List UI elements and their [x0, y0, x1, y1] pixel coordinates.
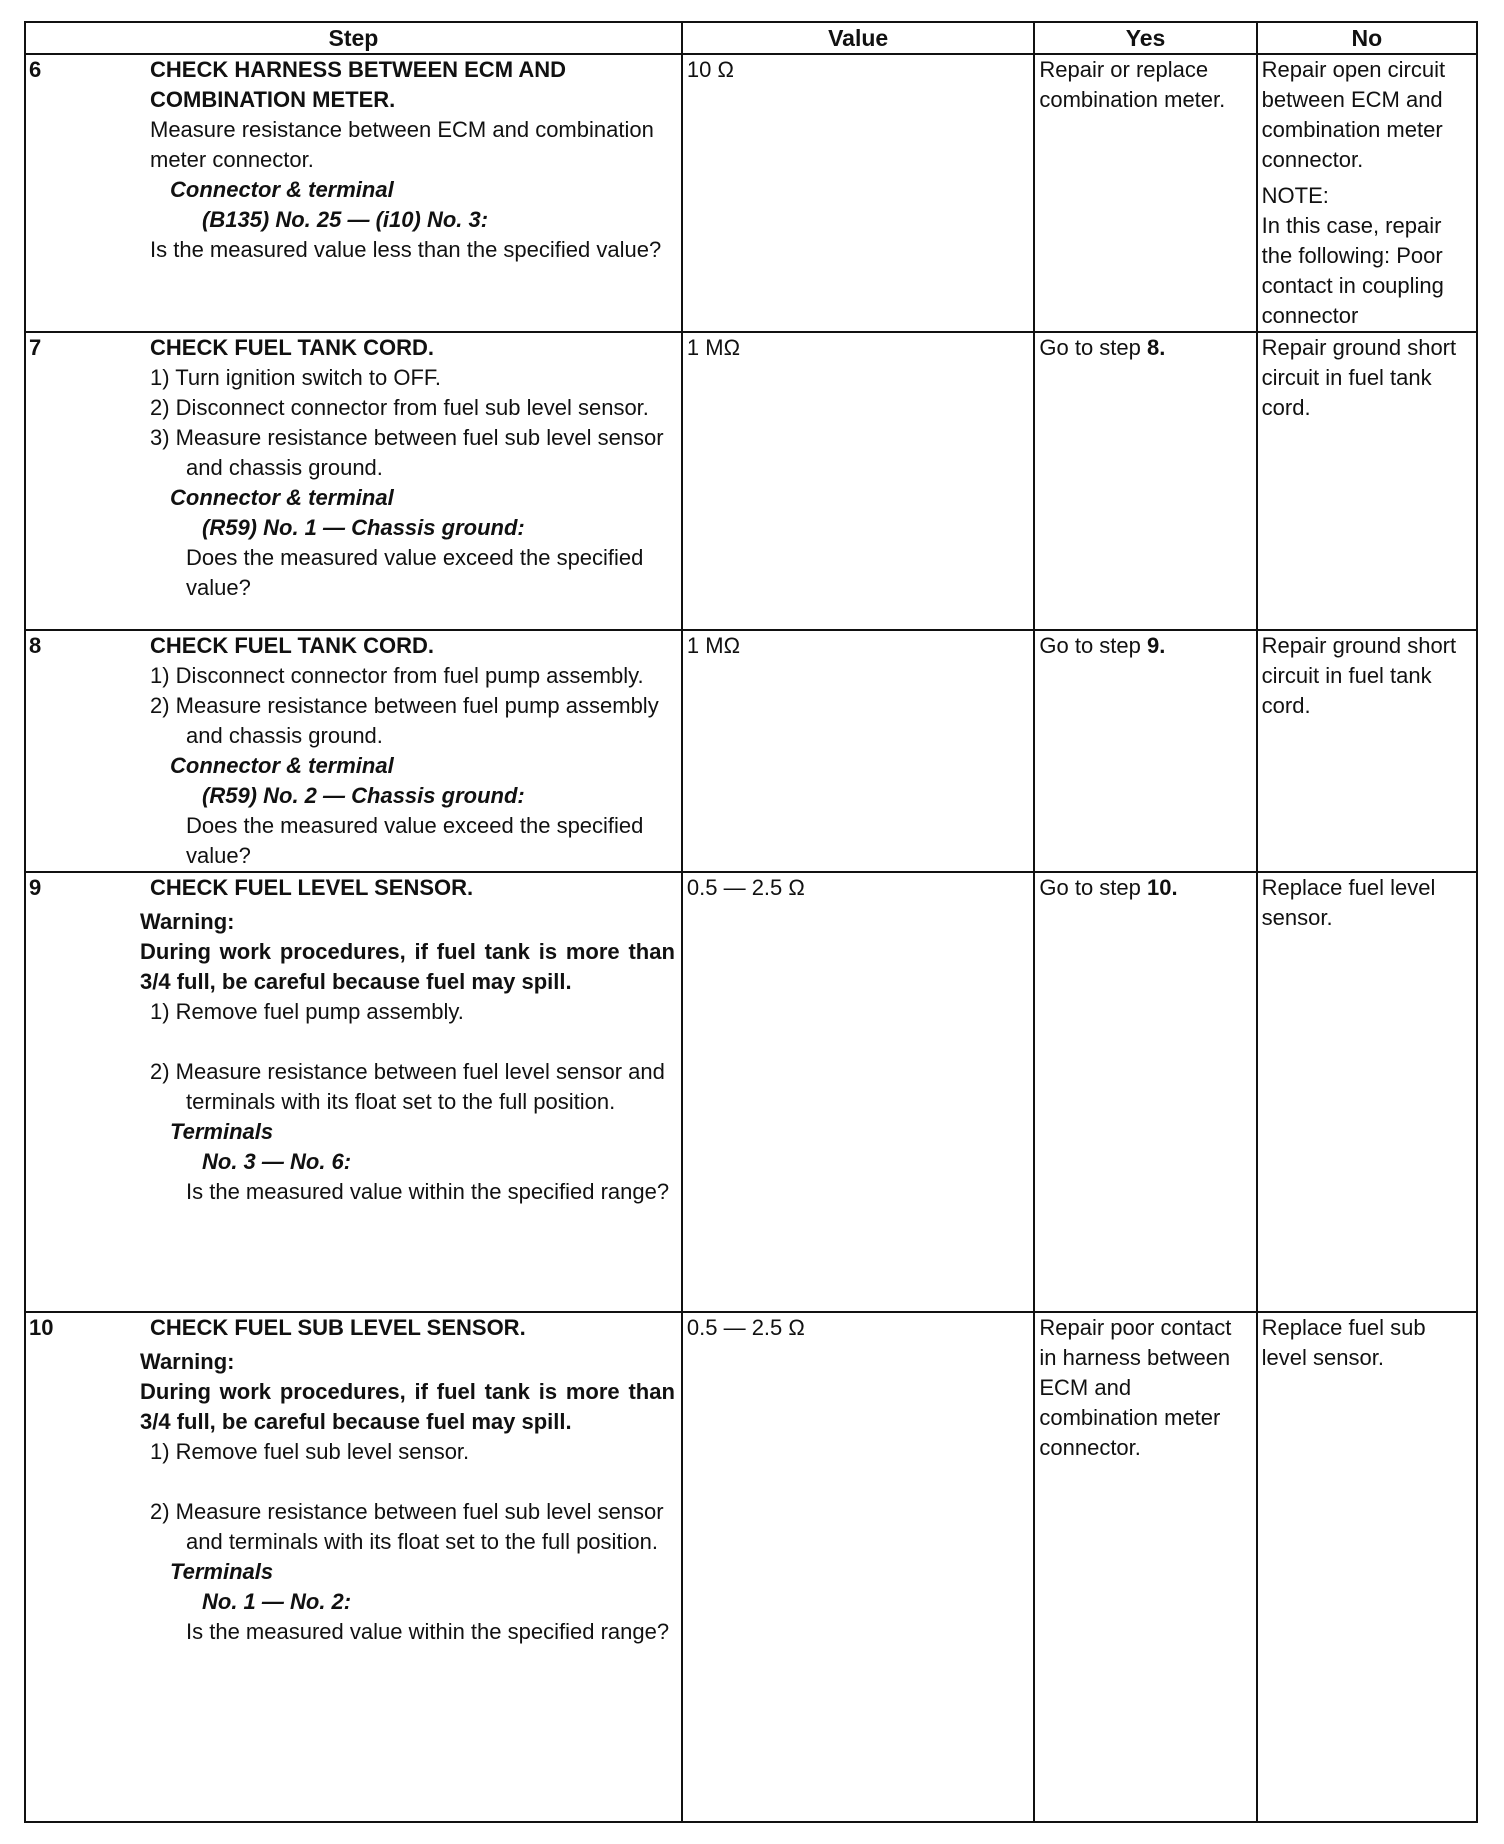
- yes-cell: Repair poor contact in harness between ECM and combination meter connector.: [1034, 1312, 1256, 1822]
- procedure-item: 2) Disconnect connector from fuel sub level sensor.: [150, 395, 649, 420]
- connector-label: Connector & terminal: [170, 485, 394, 510]
- note-text: In this case, repair the following: Poor contact in coupling connector: [1261, 213, 1444, 328]
- procedure-list: [150, 363, 675, 483]
- connector-label: Connector & terminal: [170, 753, 394, 778]
- step-title: CHECK FUEL TANK CORD.: [150, 335, 434, 360]
- spacer: [150, 1467, 675, 1497]
- step-title: CHECK FUEL LEVEL SENSOR.: [150, 875, 474, 900]
- table-row: [25, 630, 1477, 872]
- step-question: Does the measured value exceed the specified value?: [186, 545, 644, 600]
- procedure-item: 3) Measure resistance between fuel sub level sensor and chassis ground.: [150, 425, 664, 480]
- connector-detail: (R59) No. 1 — Chassis ground:: [202, 515, 525, 540]
- no-cell: [1257, 54, 1477, 332]
- value-cell: 0.5 — 2.5 Ω: [682, 872, 1034, 1312]
- step-question: Does the measured value exceed the specified value?: [186, 813, 644, 868]
- step-cell: [25, 332, 682, 630]
- terminals-label: Terminals: [170, 1559, 274, 1584]
- step-title: CHECK HARNESS BETWEEN ECM AND COMBINATION METER.: [150, 57, 566, 112]
- warning-label: Warning:: [140, 1349, 235, 1374]
- connector-detail: (B135) No. 25 — (i10) No. 3:: [202, 207, 489, 232]
- no-text: Repair open circuit between ECM and combination meter connector.: [1261, 57, 1446, 172]
- header-yes: Yes: [1034, 22, 1256, 54]
- table-row: [25, 1312, 1477, 1822]
- yes-cell: Repair or replace combination meter.: [1034, 54, 1256, 332]
- terminals-detail: No. 1 — No. 2:: [202, 1589, 352, 1614]
- terminals-label: Terminals: [170, 1119, 274, 1144]
- step-question: Is the measured value less than the specified value?: [150, 237, 662, 262]
- terminals-detail: No. 3 — No. 6:: [202, 1149, 352, 1174]
- procedure-list: [150, 661, 675, 751]
- step-number: 7: [29, 335, 42, 360]
- goto-step: 10.: [1147, 875, 1178, 900]
- procedure-item: 2) Measure resistance between fuel pump assembly and chassis ground.: [150, 693, 659, 748]
- step-number: 6: [29, 57, 42, 82]
- table-row: [25, 332, 1477, 630]
- header-no: No: [1257, 22, 1477, 54]
- step-cell: [25, 872, 682, 1312]
- yes-cell: [1034, 332, 1256, 630]
- procedure-item: 1) Remove fuel sub level sensor.: [150, 1439, 470, 1464]
- table-row: [25, 54, 1477, 332]
- note-label: NOTE:: [1261, 183, 1329, 208]
- step-cell: [25, 1312, 682, 1822]
- step-cell: [25, 54, 682, 332]
- diagnostic-table: [24, 21, 1478, 1823]
- goto-step: 8.: [1147, 335, 1166, 360]
- warning-text: During work procedures, if fuel tank is more than 3/4 full, be careful because fuel may spill.: [140, 939, 675, 994]
- procedure-item: 2) Measure resistance between fuel level sensor and terminals with its float set to the full position.: [150, 1059, 665, 1114]
- value-cell: 1 MΩ: [682, 630, 1034, 872]
- no-cell: Replace fuel sub level sensor.: [1257, 1312, 1477, 1822]
- yes-cell: [1034, 872, 1256, 1312]
- value-cell: 10 Ω: [682, 54, 1034, 332]
- procedure-list: [150, 997, 675, 1117]
- procedure-item: 1) Turn ignition switch to OFF.: [150, 365, 441, 390]
- value-cell: 0.5 — 2.5 Ω: [682, 1312, 1034, 1822]
- table-row: [25, 872, 1477, 1312]
- header-row: [25, 22, 1477, 54]
- yes-text: Go to step: [1039, 633, 1147, 658]
- procedure-item: 1) Remove fuel pump assembly.: [150, 999, 464, 1024]
- yes-text: Go to step: [1039, 875, 1147, 900]
- step-number: 10: [29, 1315, 54, 1340]
- yes-text: Go to step: [1039, 335, 1147, 360]
- no-cell: Repair ground short circuit in fuel tank cord.: [1257, 630, 1477, 872]
- procedure-list: [150, 1437, 675, 1557]
- yes-cell: [1034, 630, 1256, 872]
- step-title: CHECK FUEL TANK CORD.: [150, 633, 434, 658]
- header-value: Value: [682, 22, 1034, 54]
- spacer: [150, 1027, 675, 1057]
- value-cell: 1 MΩ: [682, 332, 1034, 630]
- step-title: CHECK FUEL SUB LEVEL SENSOR.: [150, 1315, 526, 1340]
- step-number: 9: [29, 875, 42, 900]
- step-question: Is the measured value within the specified range?: [186, 1619, 670, 1644]
- step-question: Is the measured value within the specified range?: [186, 1179, 670, 1204]
- step-description: Measure resistance between ECM and combination meter connector.: [150, 117, 654, 172]
- no-cell: Replace fuel level sensor.: [1257, 872, 1477, 1312]
- procedure-item: 2) Measure resistance between fuel sub level sensor and terminals with its float set to the full position.: [150, 1499, 664, 1554]
- no-cell: Repair ground short circuit in fuel tank cord.: [1257, 332, 1477, 630]
- connector-detail: (R59) No. 2 — Chassis ground:: [202, 783, 525, 808]
- step-number: 8: [29, 633, 42, 658]
- goto-step: 9.: [1147, 633, 1166, 658]
- step-cell: [25, 630, 682, 872]
- procedure-item: 1) Disconnect connector from fuel pump assembly.: [150, 663, 644, 688]
- warning-label: Warning:: [140, 909, 235, 934]
- header-step: Step: [25, 22, 682, 54]
- warning-text: During work procedures, if fuel tank is more than 3/4 full, be careful because fuel may spill.: [140, 1379, 675, 1434]
- connector-label: Connector & terminal: [170, 177, 394, 202]
